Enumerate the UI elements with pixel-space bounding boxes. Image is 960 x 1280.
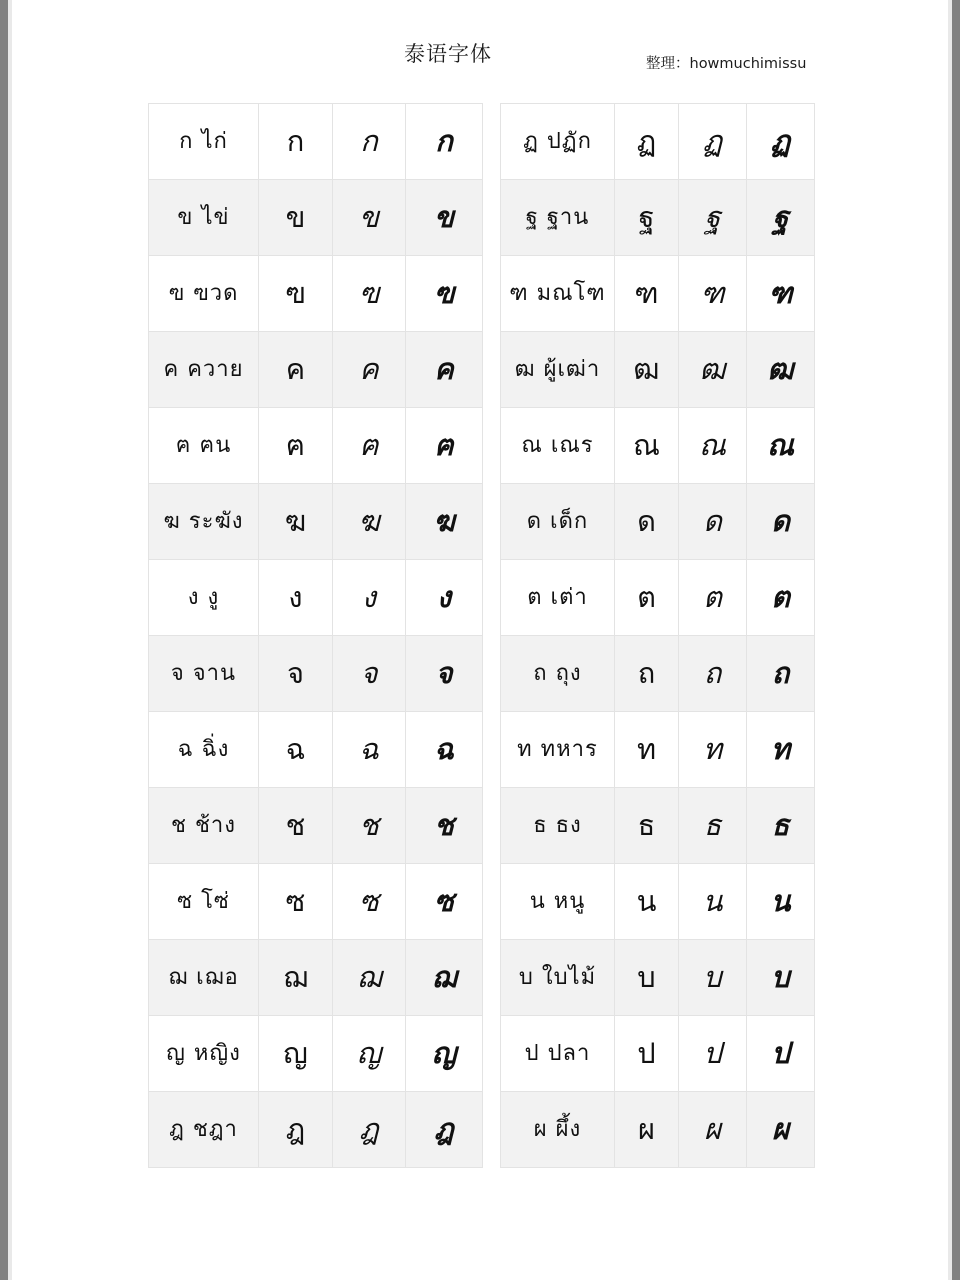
document-page bbox=[12, 0, 948, 1280]
letter-name-cell: น หนู bbox=[501, 864, 615, 940]
table-row bbox=[149, 1092, 483, 1168]
letter-variant-bold-cell: ฐ bbox=[747, 180, 815, 256]
letter-variant-cursive-cell: บ bbox=[679, 940, 747, 1016]
letter-variant-regular-cell: จ bbox=[259, 636, 333, 712]
letter-variant-bold-cell: ธ bbox=[747, 788, 815, 864]
letter-variant-bold-cell: ฅ bbox=[406, 408, 483, 484]
letter-name-cell: ฎ ชฎา bbox=[149, 1092, 259, 1168]
letter-variant-cursive-cell: ฆ bbox=[333, 484, 406, 560]
table-row bbox=[149, 940, 483, 1016]
table-row bbox=[501, 636, 815, 712]
table-row bbox=[149, 180, 483, 256]
letter-name-cell: ฆ ระฆัง bbox=[149, 484, 259, 560]
letter-variant-bold-cell: บ bbox=[747, 940, 815, 1016]
letter-variant-cursive-cell: ฉ bbox=[333, 712, 406, 788]
letter-variant-regular-cell: บ bbox=[615, 940, 679, 1016]
letter-variant-bold-cell: ข bbox=[406, 180, 483, 256]
letter-name-cell: ผ ผึ้ง bbox=[501, 1092, 615, 1168]
letter-variant-bold-cell: ก bbox=[406, 104, 483, 180]
page-edge-strip-right bbox=[952, 0, 960, 1280]
letter-variant-bold-cell: ฆ bbox=[406, 484, 483, 560]
letter-variant-regular-cell: ง bbox=[259, 560, 333, 636]
table-row bbox=[149, 408, 483, 484]
letter-variant-cursive-cell: ก bbox=[333, 104, 406, 180]
letter-variant-regular-cell: ผ bbox=[615, 1092, 679, 1168]
letter-name-cell: ถ ถุง bbox=[501, 636, 615, 712]
letter-variant-cursive-cell: ฎ bbox=[333, 1092, 406, 1168]
letter-name-cell: ฐ ฐาน bbox=[501, 180, 615, 256]
letter-name-cell: ป ปลา bbox=[501, 1016, 615, 1092]
letter-name-cell: ต เต่า bbox=[501, 560, 615, 636]
letter-name-cell: ญ หญิง bbox=[149, 1016, 259, 1092]
letter-variant-cursive-cell: ซ bbox=[333, 864, 406, 940]
letter-variant-regular-cell: ฐ bbox=[615, 180, 679, 256]
table-row bbox=[149, 256, 483, 332]
letter-name-cell: จ จาน bbox=[149, 636, 259, 712]
letter-name-cell: ฉ ฉิ่ง bbox=[149, 712, 259, 788]
letter-name-cell: ณ เณร bbox=[501, 408, 615, 484]
table-row bbox=[501, 712, 815, 788]
table-row bbox=[501, 408, 815, 484]
letter-variant-regular-cell: ญ bbox=[259, 1016, 333, 1092]
document-header bbox=[12, 0, 948, 92]
letter-variant-cursive-cell: ต bbox=[679, 560, 747, 636]
table-row bbox=[149, 712, 483, 788]
letter-variant-bold-cell: ท bbox=[747, 712, 815, 788]
table-row bbox=[501, 104, 815, 180]
letter-name-cell: ฃ ฃวด bbox=[149, 256, 259, 332]
letter-name-cell: ฑ มณโฑ bbox=[501, 256, 615, 332]
thai-alphabet-table-left bbox=[148, 103, 483, 1168]
table-row bbox=[501, 484, 815, 560]
table-row bbox=[149, 104, 483, 180]
table-row bbox=[501, 180, 815, 256]
table-row bbox=[501, 864, 815, 940]
letter-variant-bold-cell: ฑ bbox=[747, 256, 815, 332]
letter-variant-bold-cell: ฌ bbox=[406, 940, 483, 1016]
letter-name-cell: ท ทหาร bbox=[501, 712, 615, 788]
letter-variant-cursive-cell: ฌ bbox=[333, 940, 406, 1016]
letter-variant-regular-cell: ฃ bbox=[259, 256, 333, 332]
letter-variant-cursive-cell: ณ bbox=[679, 408, 747, 484]
table-row bbox=[501, 788, 815, 864]
table-row bbox=[501, 1016, 815, 1092]
letter-variant-cursive-cell: ป bbox=[679, 1016, 747, 1092]
letter-variant-bold-cell: ญ bbox=[406, 1016, 483, 1092]
letter-variant-regular-cell: ถ bbox=[615, 636, 679, 712]
letter-variant-regular-cell: ฏ bbox=[615, 104, 679, 180]
table-row bbox=[501, 940, 815, 1016]
letter-variant-cursive-cell: ฒ bbox=[679, 332, 747, 408]
letter-variant-regular-cell: ฒ bbox=[615, 332, 679, 408]
letter-variant-regular-cell: ซ bbox=[259, 864, 333, 940]
letter-variant-regular-cell: ฑ bbox=[615, 256, 679, 332]
letter-name-cell: ธ ธง bbox=[501, 788, 615, 864]
letter-variant-cursive-cell: ช bbox=[333, 788, 406, 864]
page-edge-inner-right bbox=[948, 0, 952, 1280]
letter-name-cell: ข ไข่ bbox=[149, 180, 259, 256]
letter-name-cell: ก ไก่ bbox=[149, 104, 259, 180]
letter-variant-bold-cell: ช bbox=[406, 788, 483, 864]
letter-variant-bold-cell: ฏ bbox=[747, 104, 815, 180]
letter-variant-cursive-cell: ท bbox=[679, 712, 747, 788]
thai-alphabet-table-right bbox=[500, 103, 815, 1168]
letter-variant-bold-cell: ซ bbox=[406, 864, 483, 940]
letter-variant-regular-cell: ข bbox=[259, 180, 333, 256]
table-row bbox=[149, 1016, 483, 1092]
letter-variant-bold-cell: ต bbox=[747, 560, 815, 636]
table-row bbox=[501, 1092, 815, 1168]
letter-variant-bold-cell: ณ bbox=[747, 408, 815, 484]
letter-variant-regular-cell: ป bbox=[615, 1016, 679, 1092]
letter-variant-bold-cell: จ bbox=[406, 636, 483, 712]
letter-variant-regular-cell: ก bbox=[259, 104, 333, 180]
letter-name-cell: บ ใบไม้ bbox=[501, 940, 615, 1016]
letter-variant-regular-cell: ค bbox=[259, 332, 333, 408]
letter-variant-cursive-cell: ถ bbox=[679, 636, 747, 712]
letter-variant-regular-cell: ท bbox=[615, 712, 679, 788]
table-row bbox=[501, 256, 815, 332]
table-row bbox=[501, 560, 815, 636]
letter-name-cell: ฌ เฌอ bbox=[149, 940, 259, 1016]
letter-name-cell: ฒ ผู้เฒ่า bbox=[501, 332, 615, 408]
letter-variant-bold-cell: ฒ bbox=[747, 332, 815, 408]
letter-variant-bold-cell: ป bbox=[747, 1016, 815, 1092]
letter-name-cell: ซ โซ่ bbox=[149, 864, 259, 940]
letter-variant-cursive-cell: ข bbox=[333, 180, 406, 256]
letter-variant-regular-cell: น bbox=[615, 864, 679, 940]
letter-variant-regular-cell: ฌ bbox=[259, 940, 333, 1016]
letter-variant-regular-cell: ช bbox=[259, 788, 333, 864]
right-table-body bbox=[501, 104, 815, 1168]
letter-variant-bold-cell: ด bbox=[747, 484, 815, 560]
letter-name-cell: ค ควาย bbox=[149, 332, 259, 408]
letter-name-cell: ฏ ปฏัก bbox=[501, 104, 615, 180]
letter-variant-bold-cell: ถ bbox=[747, 636, 815, 712]
letter-variant-regular-cell: ฆ bbox=[259, 484, 333, 560]
table-row bbox=[149, 636, 483, 712]
letter-variant-regular-cell: ณ bbox=[615, 408, 679, 484]
table-row bbox=[149, 788, 483, 864]
letter-variant-cursive-cell: ง bbox=[333, 560, 406, 636]
letter-name-cell: ช ช้าง bbox=[149, 788, 259, 864]
table-row bbox=[149, 484, 483, 560]
page-title: 泰语字体 bbox=[404, 42, 492, 66]
letter-variant-bold-cell: ฎ bbox=[406, 1092, 483, 1168]
letter-variant-cursive-cell: น bbox=[679, 864, 747, 940]
letter-variant-bold-cell: ฃ bbox=[406, 256, 483, 332]
letter-variant-cursive-cell: ค bbox=[333, 332, 406, 408]
letter-variant-cursive-cell: ญ bbox=[333, 1016, 406, 1092]
letter-variant-bold-cell: ค bbox=[406, 332, 483, 408]
table-row bbox=[149, 332, 483, 408]
credit-line: 整理：howmuchimissu bbox=[646, 56, 807, 72]
letter-variant-regular-cell: ต bbox=[615, 560, 679, 636]
letter-variant-regular-cell: ฎ bbox=[259, 1092, 333, 1168]
letter-variant-cursive-cell: ผ bbox=[679, 1092, 747, 1168]
letter-variant-bold-cell: ผ bbox=[747, 1092, 815, 1168]
letter-variant-cursive-cell: ฏ bbox=[679, 104, 747, 180]
letter-variant-regular-cell: ฅ bbox=[259, 408, 333, 484]
letter-variant-cursive-cell: จ bbox=[333, 636, 406, 712]
letter-variant-cursive-cell: ธ bbox=[679, 788, 747, 864]
letter-variant-regular-cell: ธ bbox=[615, 788, 679, 864]
letter-variant-cursive-cell: ฃ bbox=[333, 256, 406, 332]
letter-variant-bold-cell: น bbox=[747, 864, 815, 940]
letter-variant-bold-cell: ง bbox=[406, 560, 483, 636]
letter-variant-regular-cell: ด bbox=[615, 484, 679, 560]
letter-name-cell: ฅ ฅน bbox=[149, 408, 259, 484]
page-edge-strip-left bbox=[0, 0, 8, 1280]
letter-name-cell: ด เด็ก bbox=[501, 484, 615, 560]
letter-variant-cursive-cell: ด bbox=[679, 484, 747, 560]
letter-variant-cursive-cell: ฐ bbox=[679, 180, 747, 256]
letter-variant-cursive-cell: ฅ bbox=[333, 408, 406, 484]
table-row bbox=[501, 332, 815, 408]
letter-name-cell: ง งู bbox=[149, 560, 259, 636]
letter-variant-bold-cell: ฉ bbox=[406, 712, 483, 788]
table-row bbox=[149, 864, 483, 940]
table-row bbox=[149, 560, 483, 636]
left-table-body bbox=[149, 104, 483, 1168]
letter-variant-cursive-cell: ฑ bbox=[679, 256, 747, 332]
letter-variant-regular-cell: ฉ bbox=[259, 712, 333, 788]
